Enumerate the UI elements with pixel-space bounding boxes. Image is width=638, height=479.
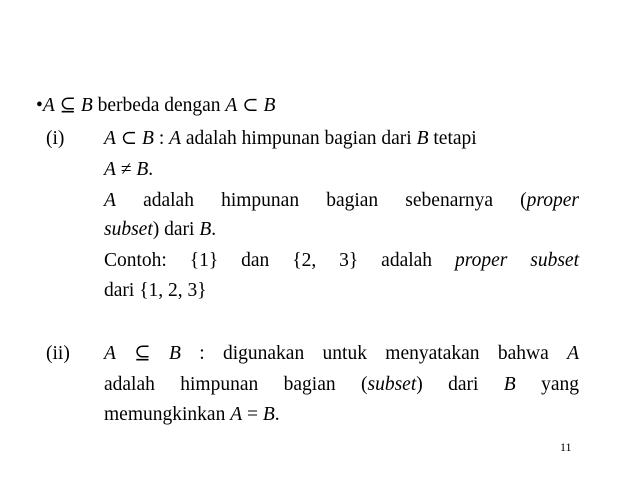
definition-text: adalah himpunan bagian dari — [185, 128, 412, 149]
subseteq-symbol: ⊆ — [59, 95, 76, 116]
var-b: B — [416, 128, 429, 149]
item-i-line-3 — [104, 189, 579, 213]
var-b: B — [263, 95, 276, 116]
subseteq-symbol: ⊆ — [134, 343, 151, 364]
subset-symbol: ⊂ — [120, 128, 138, 149]
item-i-marker — [46, 127, 64, 151]
item-ii-marker — [46, 342, 70, 366]
example-text: Contoh: {1} dan {2, 3} adalah — [104, 250, 433, 271]
heading-line — [36, 94, 275, 118]
page-number: 11 — [560, 440, 572, 454]
period: . — [274, 404, 280, 425]
item-i-line-2 — [104, 158, 153, 182]
subset-symbol: ⊂ — [242, 95, 259, 116]
var-b: B — [168, 343, 181, 364]
item-ii-line-1 — [104, 342, 579, 366]
subset-word: subset — [104, 219, 153, 240]
item-i-line-4 — [104, 218, 216, 242]
eq-symbol: = — [247, 404, 258, 425]
proper-word: proper — [526, 190, 579, 211]
example-text: dari {1, 2, 3} — [104, 280, 207, 301]
var-b: B — [262, 404, 275, 425]
var-a: A — [104, 128, 116, 149]
definition-text: yang — [541, 374, 579, 395]
bullet: • — [36, 95, 43, 116]
var-a: A — [42, 95, 55, 116]
var-a: A — [104, 343, 116, 364]
period: . — [148, 159, 154, 180]
definition-text: adalah himpunan bagian ( — [104, 374, 368, 395]
var-a: A — [225, 95, 238, 116]
period: . — [211, 219, 217, 240]
var-a: A — [104, 190, 116, 211]
definition-text: memungkinkan — [104, 404, 226, 425]
var-a: A — [104, 159, 116, 180]
var-b: B — [199, 219, 212, 240]
definition-text: tetapi — [433, 128, 477, 149]
item-ii-line-2 — [104, 373, 579, 397]
item-i-label: (i) — [46, 128, 65, 149]
item-i-line-1 — [104, 127, 477, 151]
heading-text: berbeda dengan — [97, 95, 221, 116]
definition-text: ) dari — [152, 219, 195, 240]
colon: : — [158, 128, 165, 149]
neq-symbol: ≠ — [120, 159, 132, 180]
item-i-example-line-1 — [104, 249, 579, 273]
definition-text: adalah himpunan bagian sebenarnya ( — [143, 190, 527, 211]
subset-word: subset — [367, 374, 417, 395]
var-a: A — [230, 404, 243, 425]
var-b: B — [503, 374, 516, 395]
var-b: B — [142, 128, 154, 149]
proper-subset-words: proper subset — [454, 250, 579, 271]
item-ii-line-3 — [104, 403, 280, 427]
item-i-example-line-2 — [104, 279, 207, 303]
var-a: A — [169, 128, 182, 149]
definition-text: ) dari — [416, 374, 479, 395]
var-b: B — [136, 159, 149, 180]
item-ii-label: (ii) — [46, 343, 70, 364]
var-b: B — [80, 95, 93, 116]
definition-text: : digunakan untuk menyatakan bahwa — [199, 343, 549, 364]
var-a: A — [567, 343, 580, 364]
